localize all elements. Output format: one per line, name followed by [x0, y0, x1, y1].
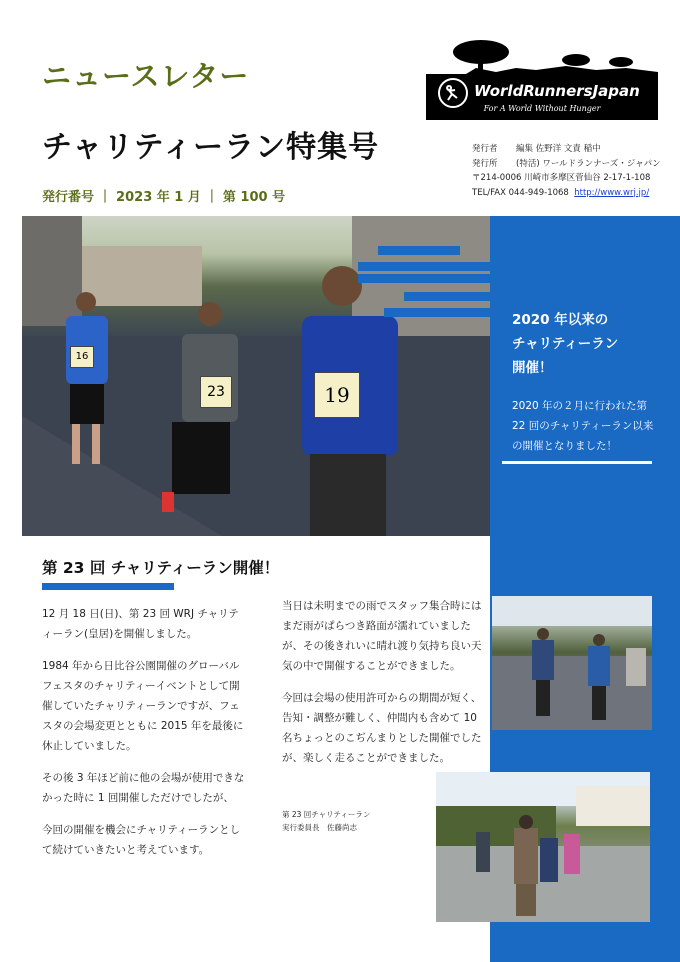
- event-photo-group: [436, 772, 650, 922]
- org-tagline: For A World Without Hunger: [483, 104, 601, 113]
- article-column-2: [282, 596, 488, 780]
- bib-number: 23: [200, 376, 232, 408]
- paragraph: 1984 年から日比谷公園開催のグローバルフェスタのチャリティーイベントとして開催していたチャリティーランですが、フェスタの会場変更とともに 2015 年を最後に休止していました。: [42, 660, 244, 752]
- page-title: チャリティーラン特集号: [42, 130, 380, 165]
- website-link[interactable]: http://www.wrj.jp/: [574, 187, 650, 198]
- signature: 第 23 回チャリティーラン 実行委員長 佐藤尚志: [282, 810, 371, 832]
- paragraph: 今回の開催を機会にチャリティーランとして続けていきたいと考えています。: [42, 824, 241, 856]
- sidebar-divider: [502, 461, 652, 464]
- event-photo-runners: [492, 596, 652, 730]
- issue-info: 発行番号 ｜ 2023 年 1 月 ｜ 第 100 号: [42, 190, 286, 205]
- title-underline: [42, 583, 174, 590]
- publisher-info: [472, 142, 661, 200]
- stripe: [384, 308, 490, 317]
- bib-number: 16: [70, 346, 94, 368]
- publisher-row: 〒214-0006 川崎市多摩区菅仙谷 2-17-1-108: [472, 173, 651, 183]
- article-title: 第 23 回 チャリティーラン開催！: [42, 559, 280, 577]
- stripe: [404, 292, 490, 301]
- stripe: [358, 262, 490, 271]
- tree-silhouette-icon: [426, 38, 658, 78]
- org-name: WorldRunnersJapan: [474, 82, 640, 100]
- stripe: [358, 274, 490, 283]
- sidebar-body: 2020 年の２月に行われた第 22 回のチャリティーラン以来の開催となりました！: [512, 400, 654, 452]
- paragraph: 今回は会場の使用許可からの期間が短く、告知・調整が難しく、仲間内も含めて 10 名ちょっとのこぢんまりとした開催でしたが、楽しく走ることができました。: [282, 692, 482, 764]
- publisher-row: TEL/FAX 044-949-1068 http://www.wrj.jp/: [472, 187, 650, 198]
- publisher-row: 発行者 編集 佐野洋 文責 稲中: [472, 144, 601, 154]
- stripe: [378, 246, 460, 255]
- org-logo: [426, 38, 658, 120]
- paragraph: 当日は未明までの雨でスタッフ集合時にはまだ雨がぱらつき路面が濡れていましたが、その後きれいに晴れ渡り気持ち良い天気の中で開催することができました。: [282, 600, 482, 672]
- paragraph: その後 3 年ほど前に他の会場が使用できなかった時に 1 回開催しただけでしたが、: [42, 772, 245, 804]
- publisher-row: 発行所 (特活) ワールドランナーズ・ジャパン: [472, 158, 661, 169]
- sidebar-heading: 2020 年以来の チャリティーラン 開催！: [512, 312, 619, 376]
- article-column-1: [42, 604, 248, 872]
- bib-number: 19: [314, 372, 360, 418]
- paragraph: 12 月 18 日(日)、第 23 回 WRJ チャリティーラン(皇居)を開催しました。: [42, 608, 239, 640]
- newsletter-label: ニュースレター: [42, 59, 250, 93]
